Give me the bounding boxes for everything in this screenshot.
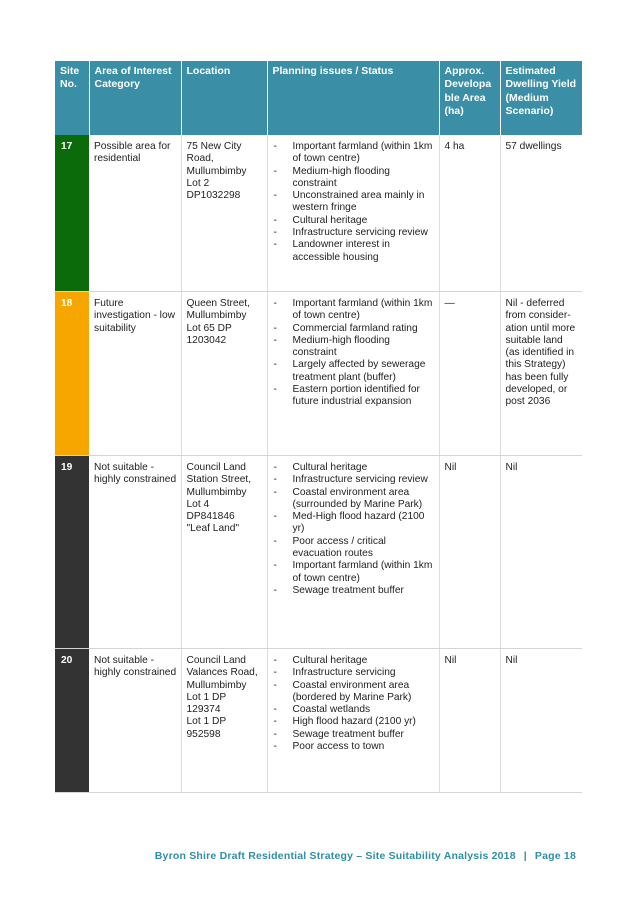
issue-text: Infrastructure servicing review	[292, 474, 428, 486]
issue-item	[273, 215, 435, 227]
bullet-dash: -	[273, 560, 277, 572]
issue-item	[273, 190, 435, 215]
bullet-dash: -	[273, 334, 277, 346]
location-cell: 75 New City Road, Mullumbimby Lot 2 DP1032298	[181, 135, 267, 292]
issue-text: Sewage treatment buffer	[292, 584, 404, 596]
issue-text: Important farmland (within 1km of town centre)	[292, 141, 433, 165]
header-location: Location	[181, 61, 267, 135]
header-developable-area: Approx. Developa ble Area (ha)	[439, 61, 500, 135]
site-number-cell: 18	[55, 292, 89, 456]
location-cell: Council Land Station Street, Mullumbimby Lot 4 DP841846 "Leaf Land"	[181, 456, 267, 649]
issue-text: Important farmland (within 1km of town centre)	[292, 298, 433, 322]
footer-title: Byron Shire Draft Residential Strategy – Site Suitability Analysis 2018	[154, 850, 516, 862]
bullet-dash: -	[273, 322, 277, 334]
table-header-row	[55, 61, 582, 135]
issue-item	[273, 585, 435, 597]
issue-item	[273, 655, 435, 667]
issue-item	[273, 680, 435, 705]
issue-text: Commercial farmland rating	[292, 322, 418, 334]
issue-item	[273, 323, 435, 335]
issue-item	[273, 298, 435, 323]
issue-text: Infrastructure servicing	[292, 667, 396, 679]
bullet-dash: -	[273, 716, 277, 728]
area-cell: —	[439, 292, 500, 456]
area-cell: Nil	[439, 649, 500, 793]
issue-item	[273, 536, 435, 561]
table-row	[55, 292, 582, 456]
table-row	[55, 135, 582, 292]
issue-item	[273, 729, 435, 741]
bullet-dash: -	[273, 741, 277, 753]
issues-list	[273, 141, 435, 264]
footer-separator: |	[523, 850, 527, 862]
area-cell: Nil	[439, 456, 500, 649]
bullet-dash: -	[273, 190, 277, 202]
bullet-dash: -	[273, 165, 277, 177]
issue-text: Cultural heritage	[292, 655, 368, 666]
issue-text: Unconstrained area mainly in western fringe	[292, 190, 425, 214]
issue-text: Poor access to town	[292, 741, 385, 753]
issues-list	[273, 298, 435, 409]
issue-text: Coastal environment area (bordered by Marine Park)	[292, 679, 412, 703]
issues-cell	[267, 135, 439, 292]
category-cell: Not suitable - highly constrained	[89, 649, 181, 793]
issue-item	[273, 667, 435, 679]
category-cell: Not suitable - highly constrained	[89, 456, 181, 649]
bullet-dash: -	[273, 704, 277, 716]
bullet-dash: -	[273, 239, 277, 251]
issues-list	[273, 462, 435, 597]
issue-text: Coastal wetlands	[292, 704, 371, 716]
yield-cell: 57 dwellings	[500, 135, 582, 292]
issue-text: Landowner interest in accessible housing	[292, 239, 390, 263]
yield-cell: Nil	[500, 456, 582, 649]
issues-cell	[267, 649, 439, 793]
issue-item	[273, 227, 435, 239]
issue-item	[273, 384, 435, 409]
site-suitability-table	[55, 61, 582, 793]
header-dwelling-yield: Estimated Dwelling Yield (Medium Scenario)	[500, 61, 582, 135]
bullet-dash: -	[273, 474, 277, 486]
issue-text: Medium-high flooding constraint	[292, 334, 390, 359]
page-footer	[0, 850, 576, 862]
bullet-dash: -	[273, 359, 277, 371]
issue-item	[273, 560, 435, 585]
site-number-cell: 17	[55, 135, 89, 292]
site-number-cell: 20	[55, 649, 89, 793]
issue-item	[273, 716, 435, 728]
header-site-no: Site No.	[55, 61, 89, 135]
issues-cell	[267, 456, 439, 649]
header-area-category: Area of Interest Category	[89, 61, 181, 135]
issue-text: Largely affected by sewerage treatment plant (buffer)	[292, 359, 426, 383]
table-row	[55, 456, 582, 649]
issue-text: Cultural heritage	[292, 214, 368, 226]
issue-item	[273, 741, 435, 753]
bullet-dash: -	[273, 214, 277, 226]
issue-item	[273, 704, 435, 716]
bullet-dash: -	[273, 298, 277, 309]
bullet-dash: -	[273, 679, 277, 691]
location-cell: Queen Street, Mullumbimby Lot 65 DP 1203042	[181, 292, 267, 456]
bullet-dash: -	[273, 511, 277, 523]
issue-text: Poor access / critical evacuation routes	[292, 535, 386, 560]
issue-item	[273, 474, 435, 486]
issues-list	[273, 655, 435, 753]
bullet-dash: -	[273, 227, 277, 239]
issue-item	[273, 141, 435, 166]
issue-text: High flood hazard (2100 yr)	[292, 716, 416, 728]
issue-text: Important farmland (within 1km of town centre)	[292, 560, 433, 584]
bullet-dash: -	[273, 655, 277, 666]
issue-text: Medium-high flooding constraint	[292, 165, 390, 189]
bullet-dash: -	[273, 462, 277, 473]
issue-text: Med-High flood hazard (2100 yr)	[292, 511, 425, 535]
header-planning-issues: Planning issues / Status	[267, 61, 439, 135]
issue-text: Sewage treatment buffer	[292, 728, 404, 740]
issue-item	[273, 462, 435, 474]
category-cell: Possible area for residential	[89, 135, 181, 292]
table-row	[55, 649, 582, 793]
bullet-dash: -	[273, 384, 277, 396]
issue-item	[273, 166, 435, 191]
bullet-dash: -	[273, 486, 277, 498]
bullet-dash: -	[273, 535, 277, 547]
yield-cell: Nil	[500, 649, 582, 793]
issue-item	[273, 359, 435, 384]
category-cell: Future investigation - low suitability	[89, 292, 181, 456]
issue-item	[273, 487, 435, 512]
issue-text: Eastern portion identified for future industrial expansion	[292, 384, 420, 408]
bullet-dash: -	[273, 728, 277, 740]
bullet-dash: -	[273, 584, 277, 596]
yield-cell: Nil - deferred from consider-ation until more suitable land (as identified in this Strategy) has been fully developed, or post 2036	[500, 292, 582, 456]
issue-text: Coastal environment area (surrounded by Marine Park)	[292, 486, 423, 510]
location-cell: Council Land Valances Road, Mullumbimby Lot 1 DP 129374 Lot 1 DP 952598	[181, 649, 267, 793]
issue-item	[273, 511, 435, 536]
issue-text: Infrastructure servicing review	[292, 227, 428, 239]
issues-cell	[267, 292, 439, 456]
issue-text: Cultural heritage	[292, 462, 368, 473]
site-number-cell: 19	[55, 456, 89, 649]
issue-item	[273, 335, 435, 360]
issue-item	[273, 239, 435, 264]
bullet-dash: -	[273, 141, 277, 152]
bullet-dash: -	[273, 667, 277, 679]
area-cell: 4 ha	[439, 135, 500, 292]
footer-page-number: Page 18	[534, 850, 576, 862]
